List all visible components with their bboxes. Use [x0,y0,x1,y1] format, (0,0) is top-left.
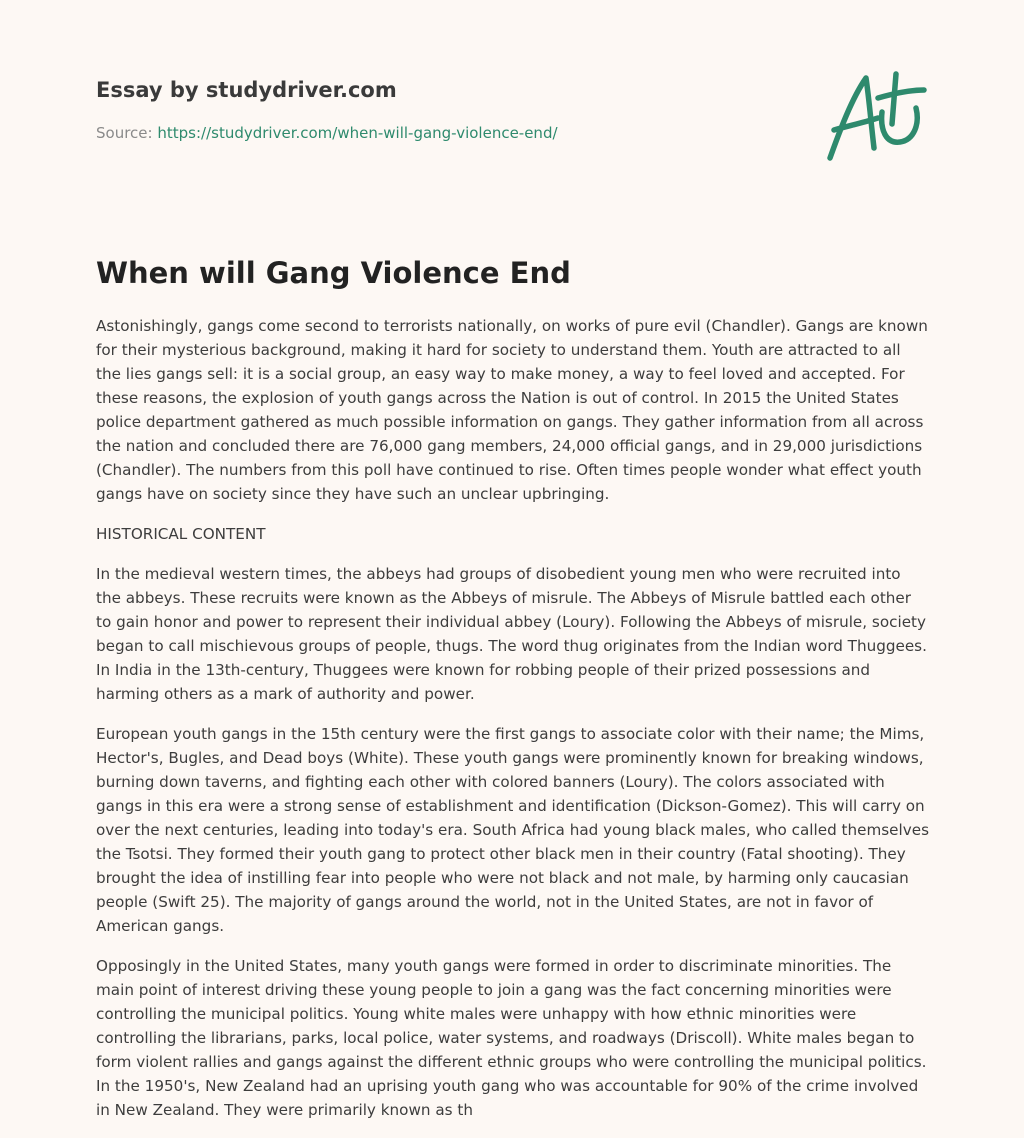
paragraph: In the medieval western times, the abbeys had groups of disobedient young men who were recruited into the abbeys. These recruits were known as the Abbeys of misrule. The Abbeys of Misrule battled each other to gain honor and power to represent their individual abbey (Loury). Following the Abbeys of misrule, society began to call mischievous groups of people, thugs. The word thug originates from the Indian word Thuggees. In India in the 13th-century, Thuggees were known for robbing people of their prized possessions and harming others as a mark of authority and power. [96,565,927,703]
essay-body [96,314,930,1138]
brand-title: Essay by studydriver.com [96,78,397,102]
paragraph: Opposingly in the United States, many youth gangs were formed in order to discriminate minorities. The main point of interest driving these young people to join a gang was the fact concerning minorities were controlling the municipal politics. Young white males were unhappy with how ethnic minorities were controlling the librarians, parks, local police, water systems, and roadways (Driscoll). White males began to form violent rallies and gangs against the different ethnic groups who were controlling the municipal politics. [96,957,927,1071]
paragraph: Astonishingly, gangs come second to terrorists nationally, on works of pure evil (Chandler). Gangs are known for their mysterious background, making it hard for society to understand them. Youth are attracted to all the lies gangs sell: it is a social group, an easy way to make money, a way to feel loved and accepted. For these reasons, the explosion of youth gangs across the Nation is out of control. In 2015 the United States police department gathered as much possible information on gangs. They gather information from all across the nation and concluded there are 76,000 gang members, 24,000 official gangs, and in 29,000 jurisdictions (Chandler). The numbers from this poll have continued to rise. Often times people wonder what effect youth gangs have on society since they have such an unclear upbringing. [96,317,928,503]
paragraph: European youth gangs in the 15th century were the first gangs to associate color with their name; the Mims, Hector's, Bugles, and Dead boys (White). These youth gangs were prominently known for breaking windows, burning down taverns, and fighting each other with colored banners (Loury). The colors associated with gangs in this era were a strong sense of establishment and identification (Dickson-Gomez). This will carry on over the next centuries, leading into today's era. South Africa had young black males, who called themselves the Tsotsi. They formed their youth gang to protect other black men in their country (Fatal shooting). They brought the idea of instilling fear into people who were not black and not male, by harming only caucasian people (Swift 25). The majority of gangs around the world, not in the United States, are not in favor of American gangs. [96,725,929,935]
source-line [96,123,558,143]
a-plus-logo-icon [822,68,928,166]
source-label: Source: [96,124,153,142]
source-link[interactable]: https://studydriver.com/when-will-gang-violence-end/ [157,124,558,142]
essay-title: When will Gang Violence End [96,256,571,290]
paragraph: In the 1950's, New Zealand had an uprising youth gang who was accountable for 90% of the crime involved in New Zealand. They were primarily known as th [96,1077,919,1119]
section-heading: HISTORICAL CONTENT [96,525,266,543]
